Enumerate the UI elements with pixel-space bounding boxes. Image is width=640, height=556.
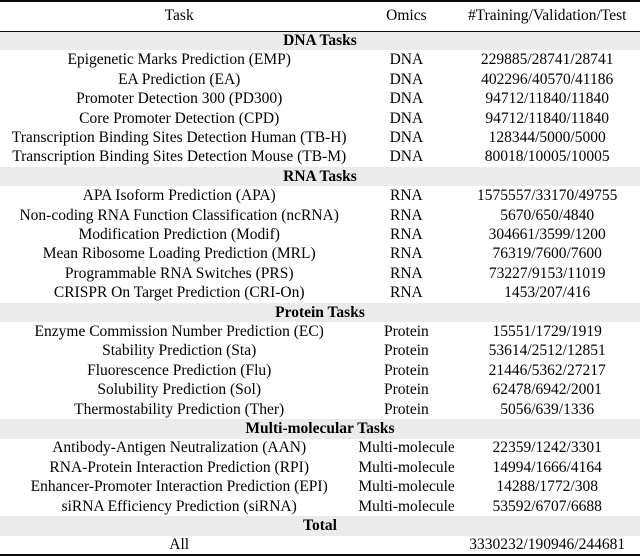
omics-cell: Protein (384, 361, 429, 379)
task-cell: Enzyme Commission Number Prediction (EC) (34, 323, 324, 341)
header-row (0, 1, 640, 31)
section-header-row (0, 31, 640, 50)
split-cell: 21446/5362/27217 (488, 361, 606, 379)
section-header-row (0, 419, 640, 438)
split-cell: 22359/1242/3301 (492, 439, 602, 457)
split-cell: 53614/2512/12851 (488, 342, 606, 360)
split-cell: 15551/1729/1919 (492, 323, 602, 341)
omics-cell: Multi-molecule (358, 478, 455, 496)
omics-cell: RNA (390, 206, 423, 224)
table-row (0, 128, 640, 147)
table-row (0, 70, 640, 89)
omics-cell: RNA (390, 284, 423, 302)
task-cell: Solubility Prediction (Sol) (97, 381, 261, 399)
table-row (0, 264, 640, 283)
omics-cell: DNA (389, 109, 424, 127)
omics-cell: RNA (390, 226, 423, 244)
table-row (0, 400, 640, 419)
task-cell: Fluorescence Prediction (Flu) (87, 361, 272, 379)
table-row (0, 477, 640, 496)
omics-cell: Multi-molecule (358, 439, 455, 457)
split-cell: 62478/6942/2001 (492, 381, 602, 399)
task-cell: All (169, 536, 190, 554)
omics-cell: Protein (384, 400, 429, 418)
task-cell: Epigenetic Marks Prediction (EMP) (67, 51, 291, 69)
omics-cell: DNA (389, 148, 424, 166)
section-header-label: Total (0, 516, 640, 535)
omics-cell (358, 536, 454, 555)
split-cell: 229885/28741/28741 (480, 51, 614, 69)
table-row (0, 361, 640, 380)
task-cell: Antibody-Antigen Neutralization (AAN) (52, 439, 307, 457)
split-cell: 1453/207/416 (504, 284, 591, 302)
omics-cell: Protein (384, 323, 429, 341)
section-header-row (0, 303, 640, 322)
split-cell: 53592/6707/6688 (492, 497, 602, 515)
split-cell: 3330232/190946/244681 (469, 536, 626, 554)
split-cell: 80018/10005/10005 (484, 148, 610, 166)
table-row (0, 536, 640, 555)
table-row (0, 497, 640, 516)
omics-cell: Multi-molecule (358, 497, 455, 515)
split-cell: 73227/9153/11019 (488, 264, 606, 282)
task-cell: Modification Prediction (Modif) (78, 226, 280, 244)
split-cell: 304661/3599/1200 (488, 226, 606, 244)
section-header-row (0, 167, 640, 186)
column-header-omics: Omics (358, 1, 454, 31)
split-cell: 14994/1666/4164 (492, 458, 602, 476)
table-row (0, 186, 640, 205)
column-header-split: #Training/Validation/Test (454, 1, 640, 31)
omics-cell: Protein (384, 342, 429, 360)
task-cell: Thermostability Prediction (Ther) (74, 400, 285, 418)
task-cell: RNA-Protein Interaction Prediction (RPI) (49, 458, 309, 476)
table-row (0, 89, 640, 108)
task-cell: Non-coding RNA Function Classification (ncRNA) (19, 206, 339, 224)
table-row (0, 283, 640, 302)
omics-cell: Protein (384, 381, 429, 399)
table-row (0, 439, 640, 458)
split-cell: 94712/11840/11840 (485, 90, 610, 108)
task-cell: Transcription Binding Sites Detection Mouse (TB-M) (12, 148, 347, 166)
column-header-task: Task (0, 1, 358, 31)
omics-cell: Multi-molecule (358, 458, 455, 476)
omics-cell: RNA (390, 264, 423, 282)
omics-cell: DNA (389, 70, 424, 88)
task-cell: Mean Ribosome Loading Prediction (MRL) (42, 245, 316, 263)
table-row (0, 322, 640, 341)
task-cell: APA Isoform Prediction (APA) (82, 187, 276, 205)
split-cell: 402296/40570/41186 (481, 70, 614, 88)
table-row (0, 206, 640, 225)
task-cell: Stability Prediction (Sta) (102, 342, 257, 360)
split-cell: 1575557/33170/49755 (477, 187, 618, 205)
table-row (0, 109, 640, 128)
task-cell: CRISPR On Target Prediction (CRI-On) (53, 284, 305, 302)
task-cell: EA Prediction (EA) (118, 70, 241, 88)
task-cell: Core Promoter Detection (CPD) (79, 109, 280, 127)
split-cell: 94712/11840/11840 (485, 109, 610, 127)
table-row (0, 458, 640, 477)
split-cell: 76319/7600/7600 (492, 245, 602, 263)
table-row (0, 50, 640, 69)
section-header-label: Multi-molecular Tasks (0, 419, 640, 438)
split-cell: 5056/639/1336 (500, 400, 595, 418)
omics-cell: DNA (389, 128, 424, 146)
task-cell: siRNA Efficiency Prediction (siRNA) (61, 497, 297, 515)
task-cell: Enhancer-Promoter Interaction Prediction (EPI) (30, 478, 328, 496)
table-row (0, 380, 640, 399)
task-cell: Programmable RNA Switches (PRS) (64, 264, 294, 282)
table-row (0, 342, 640, 361)
task-cell: Transcription Binding Sites Detection Human (TB-H) (11, 128, 347, 146)
section-header-row (0, 516, 640, 535)
table-row (0, 147, 640, 166)
omics-cell: DNA (389, 51, 424, 69)
section-header-label: Protein Tasks (0, 303, 640, 322)
omics-cell: RNA (390, 187, 423, 205)
section-header-label: DNA Tasks (0, 31, 640, 50)
omics-cell: DNA (389, 90, 424, 108)
table-row (0, 244, 640, 263)
split-cell: 5670/650/4840 (500, 206, 595, 224)
omics-cell: RNA (390, 245, 423, 263)
table-row (0, 225, 640, 244)
split-cell: 128344/5000/5000 (488, 128, 606, 146)
task-cell: Promoter Detection 300 (PD300) (76, 90, 283, 108)
section-header-label: RNA Tasks (0, 167, 640, 186)
split-cell: 14288/1772/308 (496, 478, 598, 496)
